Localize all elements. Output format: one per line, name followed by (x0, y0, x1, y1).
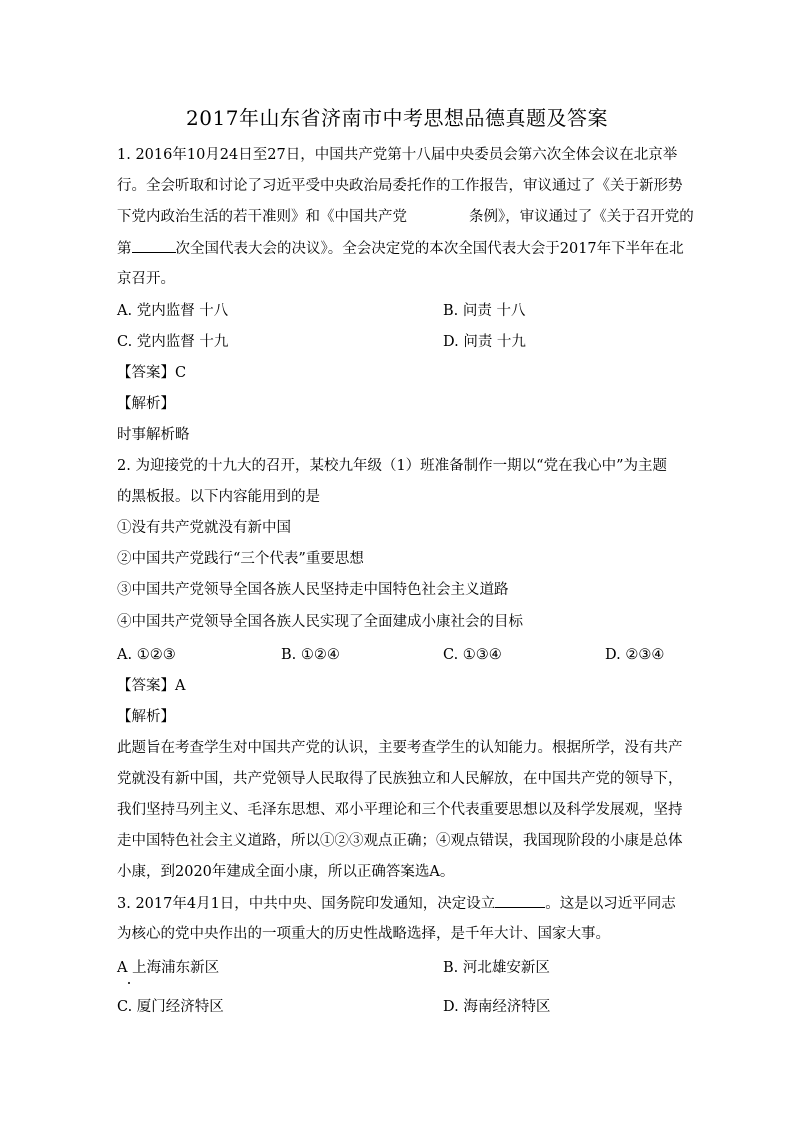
q2-analysis-line-2: 党就没有新中国，共产党领导人民取得了民族独立和人民解放，在中国共产党的领导下， (117, 771, 683, 787)
q1-stem-line-2: 行。全会听取和讨论了习近平受中央政治局委托作的工作报告，审议通过了《关于新形势 (117, 178, 683, 194)
document-title: 2017年山东省济南市中考思想品德真题及答案 (186, 106, 608, 130)
q3-option-c: C. 厦门经济特区 (117, 999, 224, 1015)
q1-stem-line-4 (117, 238, 684, 259)
q1-analysis-text: 时事解析略 (117, 427, 190, 443)
q1-stem-line-3-part-b: 条例》，审议通过了《关于召开党的 (469, 209, 694, 225)
q3-option-a: A 上海浦东新区 (117, 960, 220, 976)
q2-option-b: B. ①②④ (281, 647, 340, 663)
q2-answer: 【答案】A (117, 678, 186, 694)
q2-stem-line-1: 2. 为迎接党的十九大的召开，某校九年级（1）班准备制作一期以“党在我心中”为主题 (117, 458, 667, 474)
q2-analysis-line-5: 小康，到2020年建成全面小康，所以正确答案选A。 (117, 864, 455, 880)
q1-stem-line-4-part-b: 次全国代表大会的决议》。全会决定党的本次全国代表大会于2017年下半年在北 (175, 241, 684, 257)
q1-option-d: D. 问责 十九 (443, 334, 526, 350)
q2-stem-line-2: 的黑板报。以下内容能用到的是 (117, 489, 320, 505)
q3-option-b: B. 河北雄安新区 (443, 960, 550, 976)
q3-blank (495, 893, 545, 908)
q2-option-a: A. ①②③ (117, 647, 176, 663)
q1-option-c: C. 党内监督 十九 (117, 334, 229, 350)
q2-item-4: ④中国共产党领导全国各族人民实现了全面建成小康社会的目标 (117, 614, 523, 630)
q3-stem-line-2: 为核心的党中央作出的一项重大的历史性战略选择，是千年大计、国家大事。 (117, 926, 610, 942)
q1-analysis-label: 【解析】 (117, 396, 175, 412)
q2-item-1: ①没有共产党就没有新中国 (117, 520, 291, 536)
stray-dot-mark (128, 982, 130, 984)
q2-analysis-line-3: 我们坚持马列主义、毛泽东思想、邓小平理论和三个代表重要思想以及科学发展观，坚持 (117, 802, 683, 818)
q1-option-b: B. 问责 十八 (443, 303, 526, 319)
q1-option-a: A. 党内监督 十八 (117, 303, 229, 319)
q1-stem-line-1: 1. 2016年10月24日至27日，中国共产党第十八届中央委员会第六次全体会议在北京举 (117, 147, 678, 163)
q1-answer: 【答案】C (117, 365, 187, 381)
q1-stem-line-4-part-a: 第 (117, 241, 132, 257)
q1-blank-2 (132, 238, 176, 253)
q2-option-d: D. ②③④ (605, 647, 665, 663)
q2-item-2: ②中国共产党践行“三个代表”重要思想 (117, 551, 364, 567)
q2-option-c: C. ①③④ (443, 647, 502, 663)
q3-option-d: D. 海南经济特区 (443, 999, 551, 1015)
q1-stem-line-5: 京召开。 (117, 271, 175, 287)
q3-stem-line-1-part-a: 3. 2017年4月1日，中共中央、国务院印发通知，决定设立 (117, 896, 496, 912)
q2-analysis-label: 【解析】 (117, 709, 175, 725)
q2-analysis-line-4: 走中国特色社会主义道路，所以①②③观点正确；④观点错误，我国现阶段的小康是总体 (117, 833, 683, 849)
q1-stem-line-3 (117, 207, 694, 227)
q2-item-3: ③中国共产党领导全国各族人民坚持走中国特色社会主义道路 (117, 582, 509, 598)
q1-stem-line-3-part-a: 下党内政治生活的若干准则》和《中国共产党 (117, 209, 407, 225)
q3-stem-line-1-part-b: 。这是以习近平同志 (545, 896, 676, 912)
q2-analysis-line-1: 此题旨在考查学生对中国共产党的认识，主要考查学生的认知能力。根据所学，没有共产 (117, 740, 683, 756)
q3-stem-line-1 (117, 893, 676, 914)
